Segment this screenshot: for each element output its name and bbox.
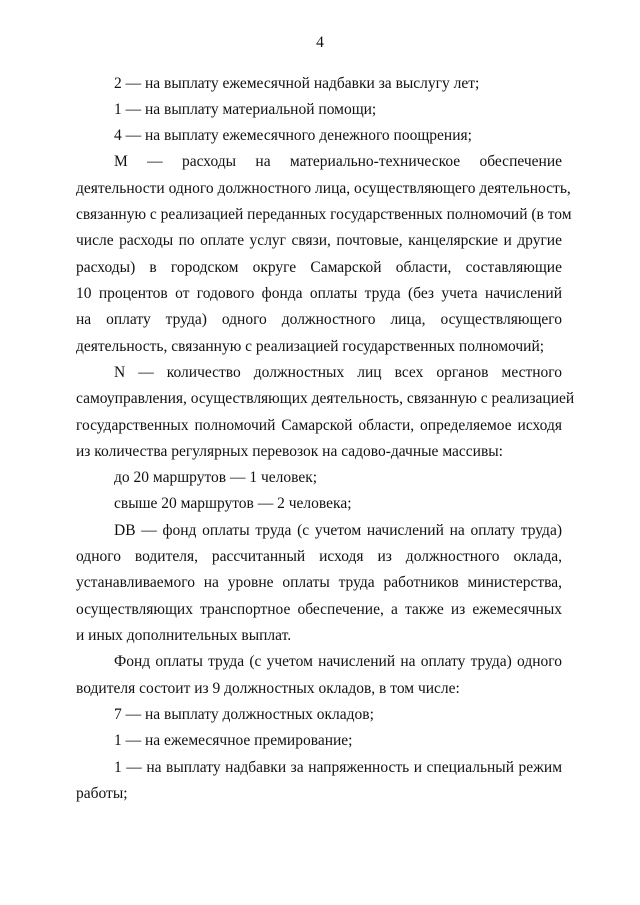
text-line: М — расходы на материально-техническое обеспечение bbox=[114, 153, 562, 170]
text-line: устанавливаемого на уровне оплаты труда работников министерства, bbox=[76, 574, 562, 591]
text-line: деятельность, связанную с реализацией государственных полномочий; bbox=[76, 338, 545, 355]
text-line: 1 — на выплату надбавки за напряженность и специальный режим bbox=[114, 759, 562, 776]
text-line: числе расходы по оплате услуг связи, почтовые, канцелярские и другие bbox=[76, 232, 562, 249]
text-line: Фонд оплаты труда (с учетом начислений на оплату труда) одного bbox=[114, 653, 562, 670]
page-number: 4 bbox=[316, 34, 324, 51]
text-line: 7 — на выплату должностных окладов; bbox=[114, 706, 374, 723]
text-line: связанную с реализацией переданных государственных полномочий (в том bbox=[76, 206, 572, 223]
text-line: на оплату труда) одного должностного лица, осуществляющего bbox=[76, 311, 562, 328]
text-line: одного водителя, рассчитанный исходя из должностного оклада, bbox=[76, 548, 562, 565]
text-line: 10 процентов от годового фонда оплаты труда (без учета начислений bbox=[76, 285, 562, 302]
text-line: государственных полномочий Самарской области, определяемое исходя bbox=[76, 417, 562, 434]
text-line: работы; bbox=[76, 785, 128, 802]
text-line: 4 — на выплату ежемесячного денежного поощрения; bbox=[114, 127, 472, 144]
text-line: N — количество должностных лиц всех органов местного bbox=[114, 364, 562, 381]
text-line: из количества регулярных перевозок на садово-дачные массивы: bbox=[76, 443, 503, 460]
text-line: самоуправления, осуществляющих деятельность, связанную с реализацией bbox=[76, 390, 575, 407]
text-line: свыше 20 маршрутов — 2 человека; bbox=[114, 495, 352, 512]
text-line: деятельности одного должностного лица, осуществляющего деятельность, bbox=[76, 180, 571, 197]
text-line: 1 — на ежемесячное премирование; bbox=[114, 732, 353, 749]
text-line: расходы) в городском округе Самарской области, составляющие bbox=[76, 259, 562, 276]
text-line: 1 — на выплату материальной помощи; bbox=[114, 101, 377, 118]
text-line: осуществляющих транспортное обеспечение, а также из ежемесячных bbox=[76, 601, 562, 618]
text-line: 2 — на выплату ежемесячной надбавки за выслугу лет; bbox=[114, 75, 480, 92]
text-line: водителя состоит из 9 должностных окладов, в том числе: bbox=[76, 680, 460, 697]
text-line: до 20 маршрутов — 1 человек; bbox=[114, 469, 318, 486]
text-line: DB — фонд оплаты труда (с учетом начислений на оплату труда) bbox=[114, 522, 562, 539]
text-line: и иных дополнительных выплат. bbox=[76, 627, 292, 644]
